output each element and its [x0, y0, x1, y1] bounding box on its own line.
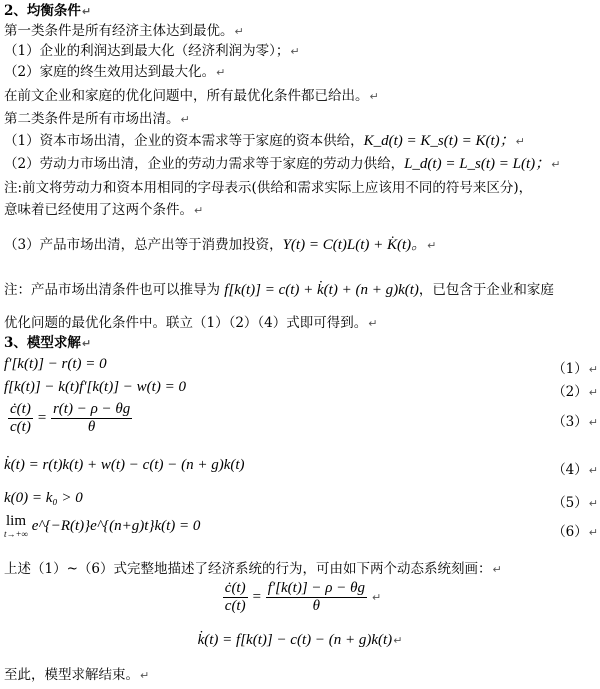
labor-market-equation: L_d(t) = L_s(t) = L(t)； — [404, 156, 551, 172]
equation-6: lim t→+∞ e^{−R(t)}e^{(n+g)t}k(t) = 0 — [4, 513, 201, 539]
equation-number: （6）↵ — [552, 524, 598, 540]
dynamic-equation-2: k̇(t) = f[k(t)] − c(t) − (n + g)k(t)↵ — [197, 632, 403, 648]
paragraph-line: 第一类条件是所有经济主体达到最优。↵ — [4, 23, 244, 39]
paragraph-line: （2）家庭的终生效用达到最大化。↵ — [4, 64, 226, 80]
paragraph-line: 注：产品市场出清条件也可以推导为 f[k(t)] = c(t) + k̇(t) + (n + g)k(t)，已包含于企业和家庭 — [4, 282, 554, 298]
paragraph-line: 在前文企业和家庭的优化问题中，所有最优化条件都已给出。↵ — [4, 88, 379, 104]
equation-4: k̇(t) = r(t)k(t) + w(t) − c(t) − (n + g)k(t) — [4, 457, 245, 473]
equation-number: （3）↵ — [552, 414, 598, 430]
section-2-title: 2、均衡条件↵ — [4, 3, 92, 19]
equation-3: $\frac{ċ(t)}{c(t)}$ = $\frac{r(t) - \rho - \theta g}{\theta}$ — [10, 401, 131, 435]
paragraph-line: 上述（1）~（6）式完整地描述了经济系统的行为，可由如下两个动态系统刻画：↵ — [4, 561, 502, 577]
section-3-title: 3、模型求解↵ — [4, 335, 92, 351]
equation-1: f′[k(t)] − r(t) = 0 — [4, 356, 107, 372]
paragraph-line: （3）产品市场出清，总产出等于消费加投资，Y(t) = C(t)L(t) + K̇(t)。↵ — [4, 237, 437, 253]
paragraph-line: 注:前文将劳动力和资本用相同的字母表示(供给和需求实际上应该用不同的符号来区分)， — [4, 180, 533, 196]
equation-number: （4）↵ — [552, 462, 598, 478]
paragraph-line: 优化问题的最优化条件中。联立（1）（2）（4）式即可得到。↵ — [4, 315, 378, 331]
equation-5: k(0) = k₀ > 0 — [4, 490, 83, 506]
product-market-equation: Y(t) = C(t)L(t) + K̇(t)。 — [282, 237, 427, 253]
paragraph-line: 至此，模型求解结束。↵ — [4, 667, 150, 683]
product-market-derivation: f[k(t)] = c(t) + k̇(t) + (n + g)k(t) — [224, 282, 419, 298]
paragraph-line: （1）企业的利润达到最大化（经济利润为零）；↵ — [4, 43, 300, 59]
equation-number: （2）↵ — [552, 384, 598, 400]
paragraph-line: 意味着已经使用了这两个条件。↵ — [4, 202, 204, 218]
paragraph-line: （1）资本市场出清，企业的资本需求等于家庭的资本供给，K_d(t) = K_s(t) = K(t)；↵ — [4, 133, 525, 149]
dynamic-equation-1: $\frac{ċ(t)}{c(t)}$ = $\frac{f'[k(t)] - \rho - \theta g}{\theta}$ ↵ — [224, 580, 382, 614]
paragraph-line: 第二类条件是所有市场出清。↵ — [4, 111, 190, 127]
capital-market-equation: K_d(t) = K_s(t) = K(t)； — [363, 133, 515, 149]
paragraph-line: （2）劳动力市场出清，企业的劳动力需求等于家庭的劳动力供给，L_d(t) = L_s(t) = L(t)；↵ — [4, 156, 561, 172]
equation-2: f[k(t)] − k(t)f′[k(t)] − w(t) = 0 — [4, 379, 186, 395]
equation-number: （5）↵ — [552, 495, 598, 511]
equation-number: （1）↵ — [552, 361, 598, 377]
